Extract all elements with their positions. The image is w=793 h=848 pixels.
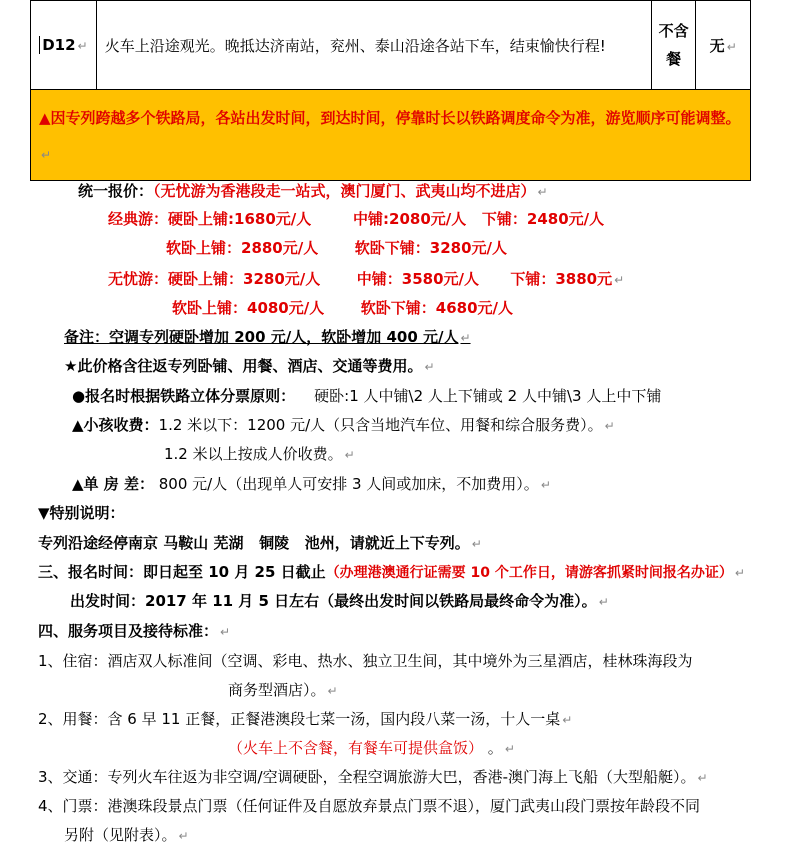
text-cursor [39, 36, 40, 54]
special-heading: ▼特别说明： [38, 504, 125, 522]
ticket-line-2: 另附（见附表）。 ↵ [64, 826, 189, 844]
child-fee-line: ▲小孩收费：1.2 米以下：1200 元/人（只含当地汽车位、用餐和综合服务费）。 ↵ [72, 416, 615, 434]
schedule-notice: ▲因专列跨越多个铁路局，各站出发时间，到达时间，停靠时长以铁路调度命令为准，游览顺序可能调整。 [39, 109, 741, 127]
remark-line: 备注：空调专列硬卧增加 200 元/人，软卧增加 400 元/人 ↵ [64, 328, 471, 346]
child-fee-line-2: 1.2 米以上按成人价收费。 ↵ [164, 445, 355, 463]
description-cell [96, 1, 651, 90]
worry-row-2: 软卧上铺：4080元/人 软卧下铺：4680元/人 [172, 299, 514, 317]
price-note: （无忧游为香港段走一站式，澳门厦门、武夷山均不进店） [153, 182, 536, 200]
signup-time-line: 三、报名时间：即日起至 10 月 25 日截止（办理港澳通行证需要 10 个工作日，请游客抓紧时间报名办证） ↵ [38, 563, 745, 581]
stay-line-2: 商务型酒店）。 ↵ [228, 681, 338, 699]
itinerary-table [30, 0, 751, 181]
signup-rule-line: ●报名时根据铁路立体分票原则： 硬卧:1 人中铺\2 人上下铺或 2 人中铺\3 人上中下铺 [72, 387, 662, 405]
departure-line: 出发时间：2017 年 11 月 5 日左右（最终出发时间以铁路局最终命令为准）。 ↵ [70, 592, 609, 610]
includes-line: ★此价格含往返专列卧铺、用餐、酒店、交通等费用。 ↵ [64, 357, 435, 375]
worry-label: 无忧游： [108, 270, 169, 288]
service-heading: 四、服务项目及接待标准： ↵ [38, 622, 231, 640]
meal-cell: 不含 餐 [651, 1, 696, 90]
day-cell: D12 ↵ [31, 1, 97, 90]
stay-line: 1、住宿：酒店双人标准间（空调、彩电、热水、独立卫生间，其中境外为三星酒店，桂林珠海段为 [38, 652, 693, 670]
table-row [31, 1, 751, 90]
day-description: 火车上沿途观光。晚抵达济南站，兖州、泰山沿途各站下车，结束愉快行程! [104, 36, 606, 55]
passport-note: （办理港澳通行证需要 10 个工作日，请游客抓紧时间报名办证） [325, 565, 733, 581]
classic-row-1: 经典游：硬卧上铺:1680元/人 中铺:2080元/人 下铺：2480元/人 [108, 210, 605, 228]
day-label: D12 [42, 35, 76, 54]
train-meal-note: （火车上不含餐，有餐车可提供盒饭） [228, 739, 484, 757]
price-heading: 统一报价：（无忧游为香港段走一站式，澳门厦门、武夷山均不进店） ↵ [78, 182, 548, 200]
ticket-line: 4、门票：港澳珠段景点门票（任何证件及自愿放弃景点门票不退），厦门武夷山段门票按年龄段不同 [38, 797, 701, 815]
notice-cell: ▲因专列跨越多个铁路局，各站出发时间，到达时间，停靠时长以铁路调度命令为准，游览顺序可能调整。↵ [31, 90, 751, 181]
classic-row-2: 软卧上铺：2880元/人 软卧下铺：3280元/人 [166, 239, 508, 257]
hotel-cell: 无 ↵ [696, 1, 751, 90]
worry-row-1: 无忧游：硬卧上铺：3280元/人 中铺：3580元/人 下铺：3880元 ↵ [108, 270, 625, 288]
traffic-line: 3、交通：专列火车往返为非空调/空调硬卧，全程空调旅游大巴，香港-澳门海上飞船（大型船艇）。 ↵ [38, 768, 708, 786]
classic-label: 经典游： [108, 210, 169, 228]
single-room-line: ▲单 房 差： 800 元/人（出现单人可安排 3 人间或加床，不加费用）。 ↵ [72, 475, 551, 493]
meal-line-2: （火车上不含餐，有餐车可提供盒饭） 。 ↵ [228, 739, 515, 757]
stops-line: 专列沿途经停南京 马鞍山 芜湖 铜陵 池州，请就近上下专列。 ↵ [38, 534, 482, 552]
meal-line: 2、用餐：含 6 早 11 正餐，正餐港澳段七菜一汤，国内段八菜一汤，十人一桌 ↵ [38, 710, 573, 728]
table-row [31, 90, 751, 181]
